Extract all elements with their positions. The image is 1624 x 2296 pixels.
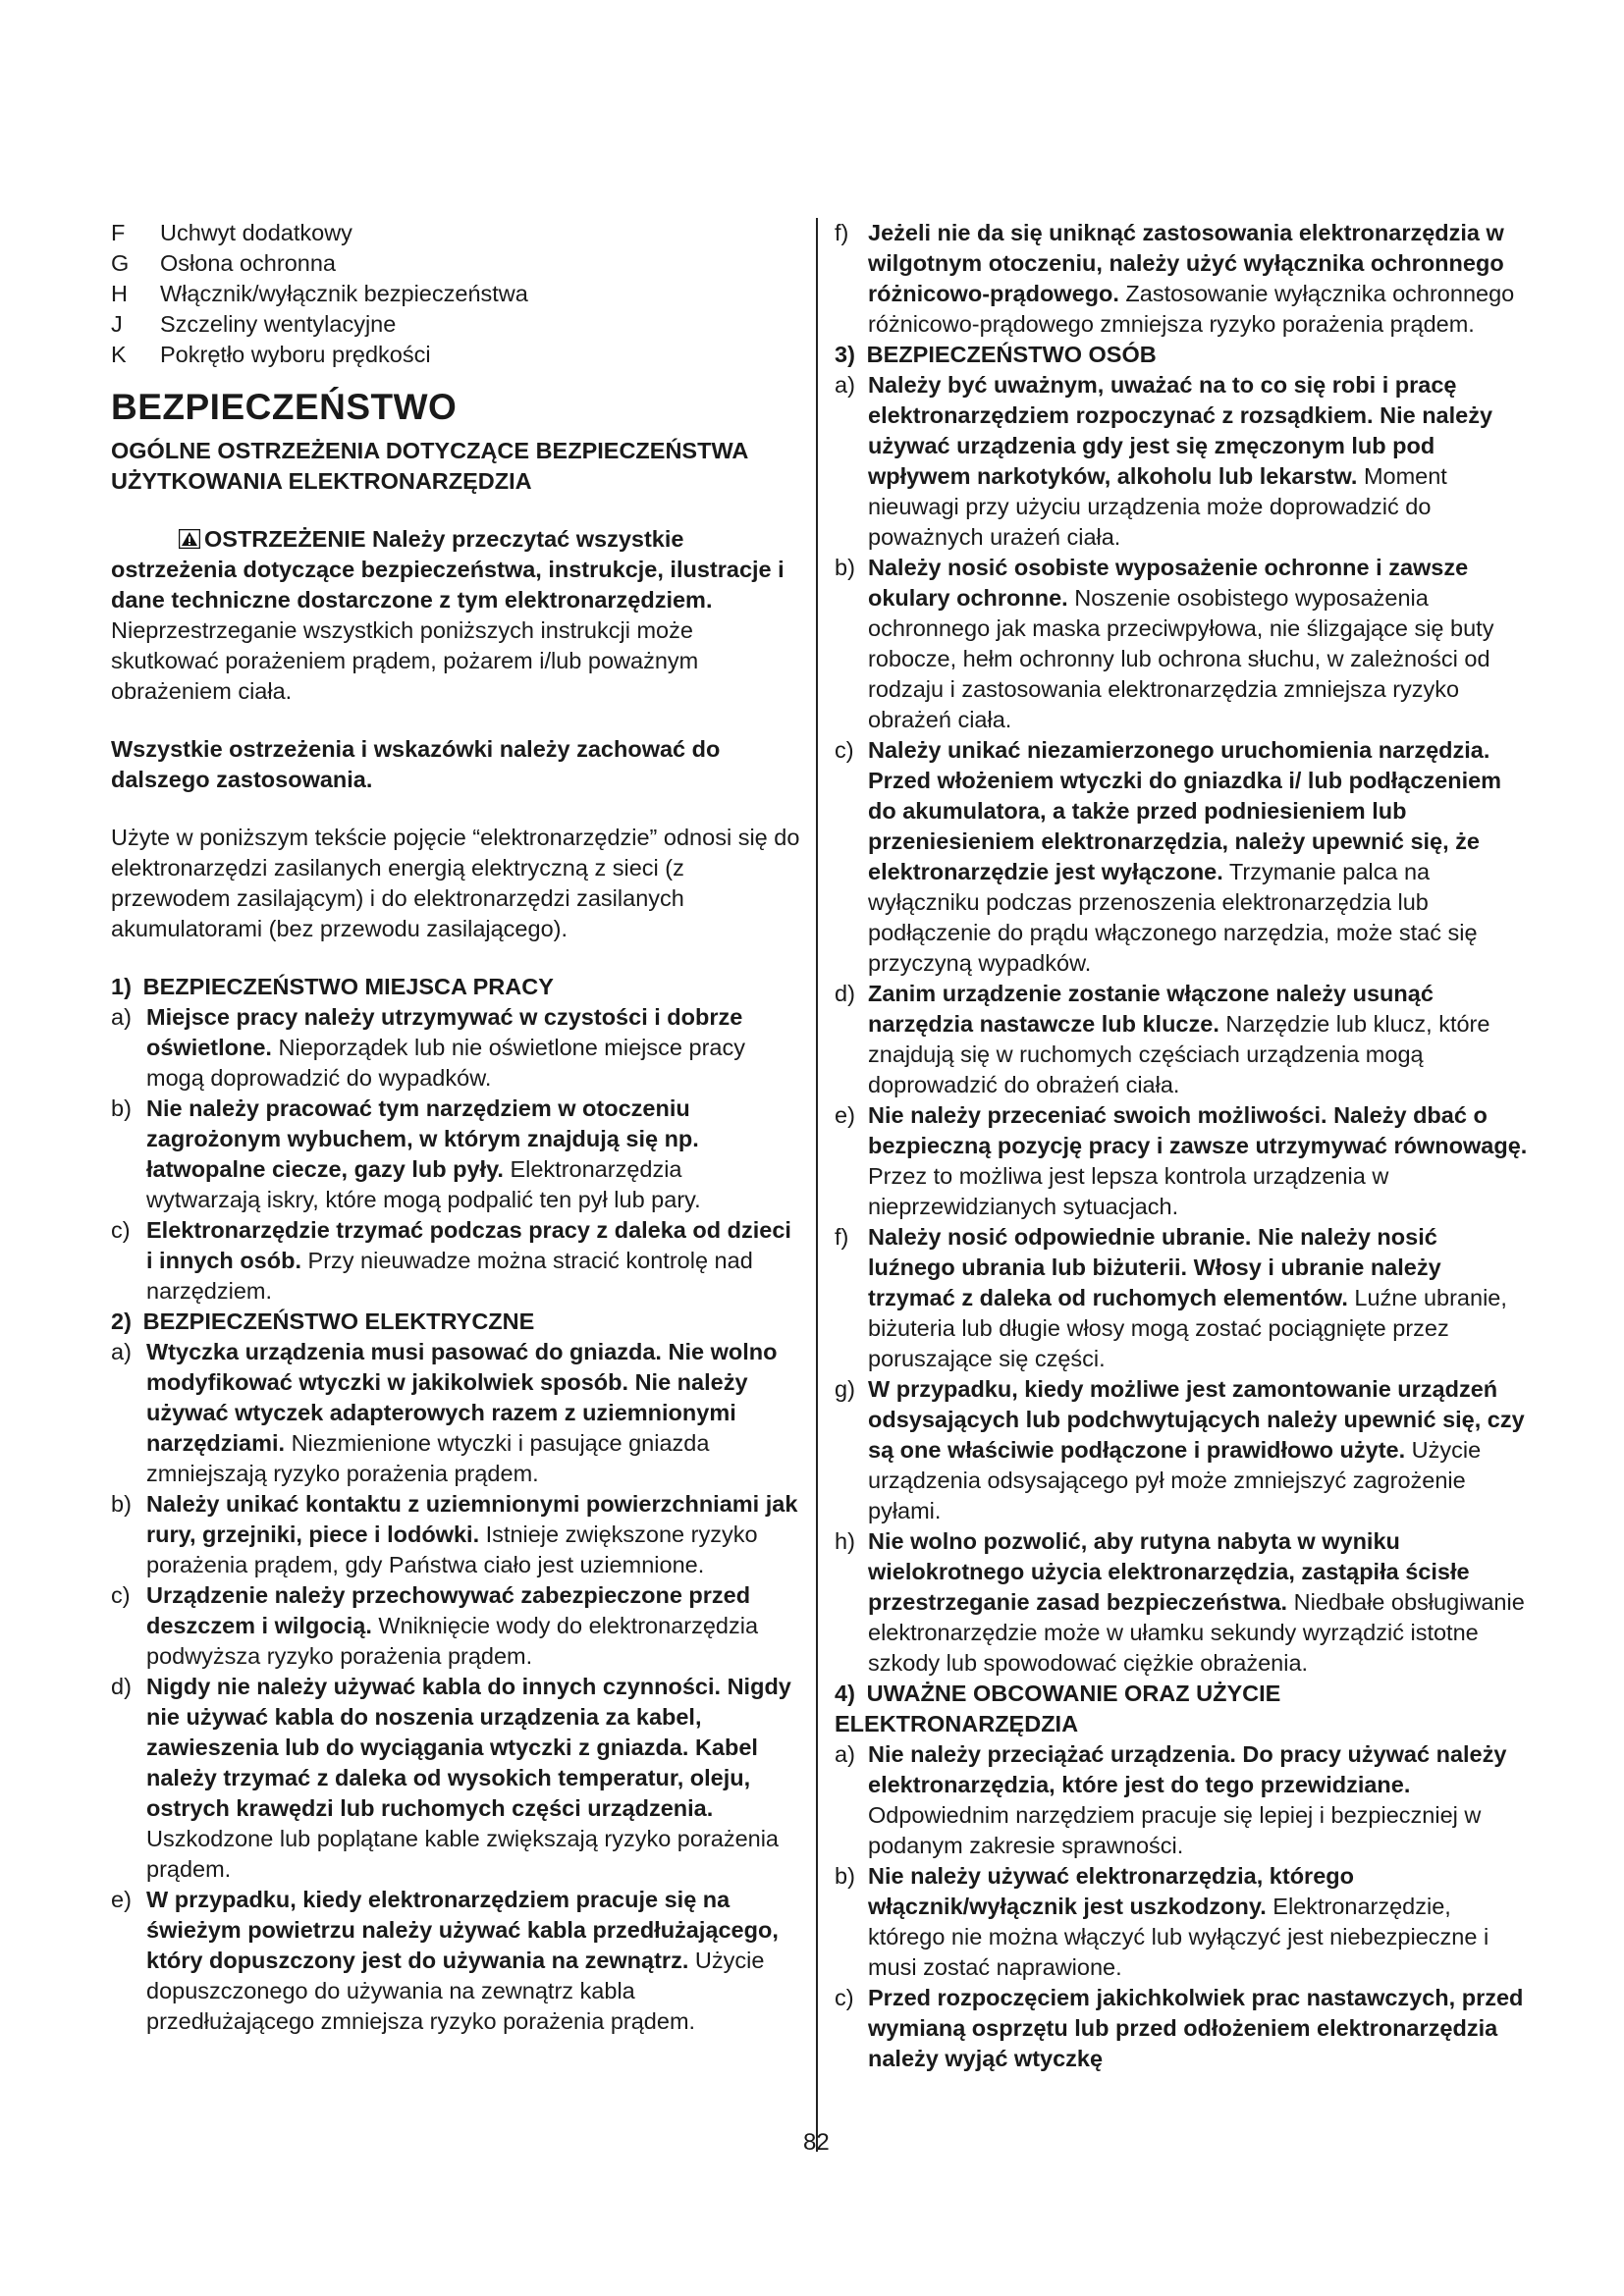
- legend-row: [111, 309, 800, 340]
- list-item: [835, 1983, 1528, 2074]
- list-item: [835, 553, 1528, 735]
- item-letter: c): [835, 737, 854, 763]
- item-letter: c): [111, 1582, 131, 1608]
- item-letter: a): [111, 1004, 132, 1030]
- item-bold: Nie należy pracować tym narzędziem w otoczeniu zagrożonym wybuchem, w którym znajdują się np. łatwopalne ciecze, gazy lub pyły.: [146, 1095, 699, 1182]
- item-letter: h): [835, 1528, 855, 1554]
- item-letter: d): [835, 981, 855, 1006]
- item-bold: Elektronarzędzie trzymać podczas pracy z daleka od dzieci i innych osób.: [146, 1217, 791, 1273]
- warning-triangle-icon: [179, 529, 200, 549]
- list-item: [111, 1489, 800, 1580]
- item-bold: Nie należy używać elektronarzędzia, którego włącznik/wyłącznik jest uszkodzony.: [868, 1863, 1354, 1919]
- item-bold: Należy unikać niezamierzonego uruchomienia narzędzia. Przed włożeniem wtyczki do gniazdka i/ lub podłączeniem do akumulatora, a także przed podniesieniem lub przeniesieniem elektronarzędzia, należy upewnić się, że elektronarzędzie jest wyłączone.: [868, 737, 1502, 884]
- item-text: Przez to możliwa jest lepsza kontrola urządzenia w nieprzewidzianych sytuacjach.: [868, 1163, 1389, 1219]
- item-bold: Urządzenie należy przechowywać zabezpieczone przed deszczem i wilgocią.: [146, 1582, 751, 1638]
- legend-text: Szczeliny wentylacyjne: [160, 311, 397, 337]
- section-heading: 2) BEZPIECZEŃSTWO ELEKTRYCZNE: [111, 1308, 535, 1334]
- item-bold: Zanim urządzenie zostanie włączone należy usunąć narzędzia nastawcze lub klucze.: [868, 981, 1434, 1037]
- list-item: [835, 1526, 1528, 1679]
- section-subtitle: OGÓLNE OSTRZEŻENIA DOTYCZĄCE BEZPIECZEŃSTWA UŻYTKOWANIA ELEKTRONARZĘDZIA: [111, 438, 748, 494]
- item-letter: d): [111, 1674, 132, 1699]
- list-item: [835, 1374, 1528, 1526]
- parts-legend: [111, 218, 800, 370]
- intro-paragraph: Użyte w poniższym tekście pojęcie “elektronarzędzie” odnosi się do elektronarzędzi zasilanych energią elektryczną z sieci (z przewodem zasilającym) i do elektronarzędzi zasilanych akumulatorami (bez przewodu zasilającego).: [111, 825, 800, 941]
- item-text: Odpowiednim narzędziem pracuje się lepiej i bezpieczniej w podanym zakresie sprawności.: [868, 1802, 1482, 1858]
- item-letter: b): [835, 555, 855, 580]
- item-text: Noszenie osobistego wyposażenia ochronnego jak maska przeciwpyłowa, nie ślizgające się buty robocze, hełm ochronny lub ochrona słuchu, w zależności od rodzaju i zastosowania elektronarzędzia zmniejsza ryzyko obrażeń ciała.: [868, 585, 1494, 732]
- legend-text: Pokrętło wyboru prędkości: [160, 342, 431, 367]
- list-item: [111, 1885, 800, 2037]
- keep-instructions-note: Wszystkie ostrzeżenia i wskazówki należy zachować do dalszego zastosowania.: [111, 736, 721, 792]
- item-bold: Nie należy przeceniać swoich możliwości. Należy dbać o bezpieczną pozycję pracy i zawsze utrzymywać równowagę.: [868, 1102, 1528, 1158]
- legend-text: Włącznik/wyłącznik bezpieczeństwa: [160, 281, 528, 306]
- item-text: Nieporządek lub nie oświetlone miejsce pracy mogą doprowadzić do wypadków.: [146, 1035, 745, 1091]
- item-text: Narzędzie lub klucz, które znajdują się w ruchomych częściach urządzenia mogą doprowadzić do obrażeń ciała.: [868, 1011, 1490, 1097]
- list-item: [835, 218, 1528, 340]
- legend-row: [111, 279, 800, 309]
- section-heading: 3) BEZPIECZEŃSTWO OSÓB: [835, 342, 1157, 367]
- list-item: [835, 1100, 1528, 1222]
- legend-text: Uchwyt dodatkowy: [160, 220, 352, 245]
- page-number: 82: [803, 2129, 830, 2156]
- section-heading: 4) UWAŻNE OBCOWANIE ORAZ UŻYCIE ELEKTRONARZĘDZIA: [835, 1681, 1281, 1736]
- item-text: Moment nieuwagi przy użyciu urządzenia może doprowadzić do poważnych urażeń ciała.: [868, 463, 1447, 550]
- item-letter: a): [835, 372, 855, 398]
- item-letter: a): [111, 1339, 132, 1364]
- item-letter: c): [835, 1985, 854, 2010]
- legend-text: Osłona ochronna: [160, 250, 336, 276]
- warning-label: OSTRZEŻENIE: [204, 526, 366, 552]
- item-letter: f): [835, 220, 849, 245]
- item-text: Luźne ubranie, biżuteria lub długie włosy mogą zostać pociągnięte przez poruszające się części.: [868, 1285, 1507, 1371]
- item-bold: Wtyczka urządzenia musi pasować do gniazda. Nie wolno modyfikować wtyczki w jakikolwiek sposób. Nie należy używać wtyczek adapterowych razem z uziemnionymi narzędziami.: [146, 1339, 778, 1456]
- item-bold: Jeżeli nie da się uniknąć zastosowania elektronarzędzia w wilgotnym otoczeniu, należy użyć wyłącznika ochronnego różnicowo-prądowego.: [868, 220, 1504, 306]
- warning-paragraph: [111, 524, 800, 707]
- legend-row: [111, 340, 800, 370]
- item-text: Użycie urządzenia odsysającego pył może zmniejszyć zagrożenie pyłami.: [868, 1437, 1482, 1523]
- legend-letter: F: [111, 220, 126, 245]
- legend-letter: K: [111, 342, 127, 367]
- list-item: [111, 1337, 800, 1489]
- item-bold: Przed rozpoczęciem jakichkolwiek prac nastawczych, przed wymianą osprzętu lub przed odłożeniem elektronarzędzia należy wyjąć wtyczkę: [868, 1985, 1524, 2071]
- list-item: [835, 1861, 1528, 1983]
- item-text: Uszkodzone lub poplątane kable zwiększają ryzyko porażenia prądem.: [146, 1826, 780, 1882]
- legend-letter: H: [111, 281, 128, 306]
- item-text: Elektronarzędzie, którego nie można włączyć lub wyłączyć jest niebezpieczne i musi zostać naprawione.: [868, 1894, 1489, 1980]
- item-bold: Nie wolno pozwolić, aby rutyna nabyta w wyniku wielokrotnego użycia elektronarzędzia, zastąpiła ścisłe przestrzeganie zasad bezpieczeństwa.: [868, 1528, 1470, 1615]
- list-item: [111, 1672, 800, 1885]
- list-item: [111, 1094, 800, 1215]
- right-column: [835, 218, 1528, 2074]
- item-text: Wniknięcie wody do elektronarzędzia podwyższa ryzyko porażenia prądem.: [146, 1613, 759, 1669]
- list-item: [835, 370, 1528, 553]
- column-divider: [816, 218, 818, 2152]
- list-item: [835, 1222, 1528, 1374]
- left-column: [111, 218, 800, 2037]
- legend-letter: G: [111, 250, 130, 276]
- item-letter: e): [111, 1887, 132, 1912]
- item-letter: a): [835, 1741, 855, 1767]
- item-letter: c): [111, 1217, 131, 1243]
- list-item: [111, 1580, 800, 1672]
- item-letter: b): [835, 1863, 855, 1889]
- item-text: Niezmienione wtyczki i pasujące gniazda zmniejszają ryzyko porażenia prądem.: [146, 1430, 710, 1486]
- legend-row: [111, 218, 800, 248]
- item-bold: Należy unikać kontaktu z uziemnionymi powierzchniami jak rury, grzejniki, piece i lodówki.: [146, 1491, 798, 1547]
- item-bold: Nie należy przeciążać urządzenia. Do pracy używać należy elektronarzędzia, które jest do tego przewidziane.: [868, 1741, 1507, 1797]
- item-bold: Miejsce pracy należy utrzymywać w czystości i dobrze oświetlone.: [146, 1004, 743, 1060]
- item-text: Przy nieuwadze można stracić kontrolę nad narzędziem.: [146, 1248, 753, 1304]
- item-text: Istnieje zwiększone ryzyko porażenia prądem, gdy Państwa ciało jest uziemnione.: [146, 1522, 758, 1577]
- item-text: Trzymanie palca na wyłączniku podczas przenoszenia elektronarzędzia lub podłączenie do prądu włączonego narzędzia, może stać się przyczyną wypadków.: [868, 859, 1478, 976]
- warning-text: Nieprzestrzeganie wszystkich poniższych instrukcji może skutkować porażeniem prądem, pożarem i/lub poważnym obrażeniem ciała.: [111, 617, 699, 704]
- page-title: BEZPIECZEŃSTWO: [111, 387, 458, 427]
- item-letter: b): [111, 1491, 132, 1517]
- list-item: [835, 735, 1528, 979]
- list-item: [835, 1739, 1528, 1861]
- item-letter: g): [835, 1376, 855, 1402]
- item-bold: Należy być uważnym, uważać na to co się robi i pracę elektronarzędziem rozpoczynać z rozsądkiem. Nie należy używać urządzenia gdy jest się zmęczonym lub pod wpływem narkotyków, alkoholu lub lekarstw.: [868, 372, 1493, 489]
- item-letter: e): [835, 1102, 855, 1128]
- item-bold: Należy nosić osobiste wyposażenie ochronne i zawsze okulary ochronne.: [868, 555, 1469, 611]
- legend-letter: J: [111, 311, 123, 337]
- item-text: Niedbałe obsługiwanie elektronarzędzie może w ułamku sekundy wyrządzić istotne szkody lub spowodować ciężkie obrażenia.: [868, 1589, 1525, 1676]
- list-item: [111, 1002, 800, 1094]
- warning-bold-text: Należy przeczytać wszystkie ostrzeżenia dotyczące bezpieczeństwa, instrukcje, ilustracje i dane techniczne dostarczone z tym elektronarzędziem.: [111, 526, 785, 613]
- item-text: Elektronarzędzia wytwarzają iskry, które mogą podpalić ten pył lub pary.: [146, 1156, 701, 1212]
- legend-row: [111, 248, 800, 279]
- list-item: [835, 979, 1528, 1100]
- item-bold: Nigdy nie należy używać kabla do innych czynności. Nigdy nie używać kabla do noszenia urządzenia za kabel, zawieszenia lub do wyciągania wtyczki z gniazda. Kabel należy trzymać z daleka od wysokich temperatur, oleju, ostrych krawędzi lub ruchomych części urządzenia.: [146, 1674, 791, 1821]
- item-bold: W przypadku, kiedy elektronarzędziem pracuje się na świeżym powietrzu należy używać kabla przedłużającego, który dopuszczony jest do używania na zewnątrz.: [146, 1887, 779, 1973]
- item-bold: Należy nosić odpowiednie ubranie. Nie należy nosić luźnego ubrania lub biżuterii. Włosy i ubranie należy trzymać z daleka od ruchomych elementów.: [868, 1224, 1441, 1310]
- list-item: [111, 1215, 800, 1307]
- item-text: Użycie dopuszczonego do używania na zewnątrz kabla przedłużającego zmniejsza ryzyko porażenia prądem.: [146, 1948, 765, 2034]
- item-letter: b): [111, 1095, 132, 1121]
- section-heading: 1) BEZPIECZEŃSTWO MIEJSCA PRACY: [111, 974, 554, 999]
- item-text: Zastosowanie wyłącznika ochronnego różnicowo-prądowego zmniejsza ryzyko porażenia prądem.: [868, 281, 1515, 337]
- item-bold: W przypadku, kiedy możliwe jest zamontowanie urządzeń odsysających lub podchwytujących należy upewnić się, czy są one właściwie podłączone i prawidłowo użyte.: [868, 1376, 1525, 1463]
- item-letter: f): [835, 1224, 849, 1250]
